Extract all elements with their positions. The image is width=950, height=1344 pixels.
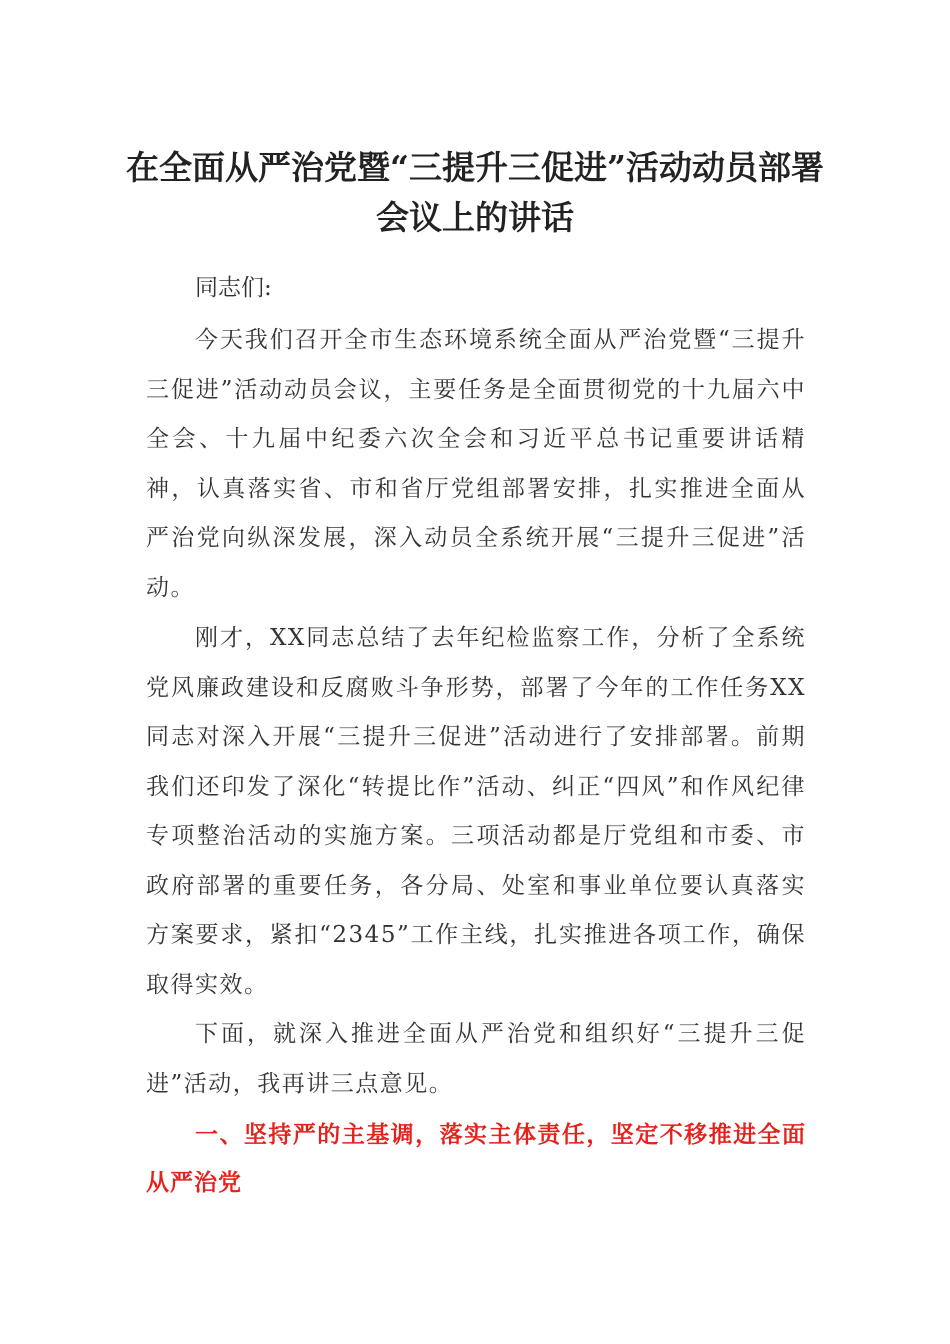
document-title: 在全面从严治党暨“三提升三促进”活动动员部署会议上的讲话 (126, 148, 824, 237)
salutation: 同志们: (195, 275, 272, 301)
paragraph-2: 刚才，XX同志总结了去年纪检监察工作，分析了全系统党风廉政建设和反腐败斗争形势，部署了今年的工作任务XX同志对深入开展“三提升三促进”活动进行了安排部署。前期我们还印发了深化“转提比作”活动、纠正“四风”和作风纪律专项整治活动的实施方案。三项活动都是厅党组和市委、市政府部署的重要任务，各分局、处室和事业单位要认真落实方案要求，紧扣“2345”工作主线，扎实推进各项工作，确保取得实效。 (146, 625, 806, 998)
paragraph-3: 下面，就深入推进全面从严治党和组织好“三提升三促进”活动，我再讲三点意见。 (146, 1021, 806, 1097)
section-heading: 一、坚持严的主基调，落实主体责任，坚定不移推进全面从严治党 (146, 1122, 806, 1196)
paragraph-1: 今天我们召开全市生态环境系统全面从严治党暨“三提升三促进”活动动员会议，主要任务是全面贯彻党的十九届六中全会、十九届中纪委六次全会和习近平总书记重要讲话精神，认真落实省、市和省厅党组部署安排，扎实推进全面从严治党向纵深发展，深入动员全系统开展“三提升三促进”活动。 (146, 327, 806, 601)
